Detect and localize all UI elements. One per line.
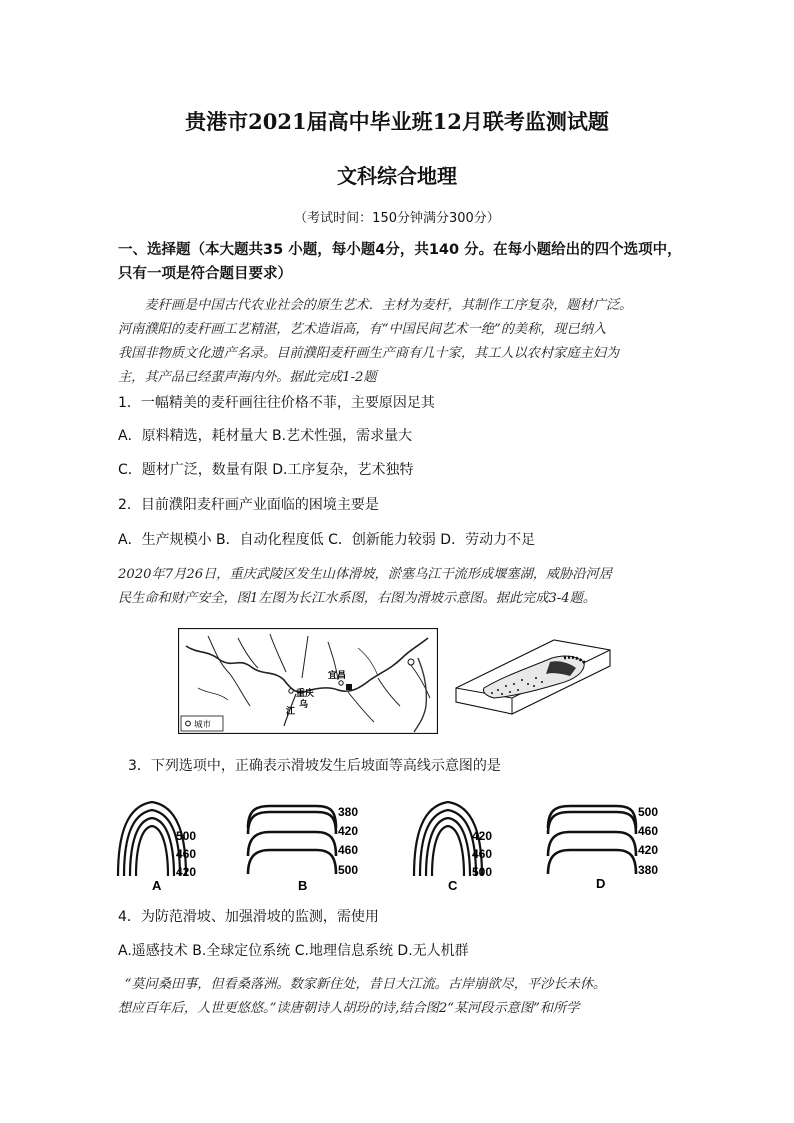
contour-a-label: 460 — [176, 847, 197, 861]
map-label-wu: 乌 — [299, 699, 309, 709]
section-heading-line1: 一、选择题（本大题共35 小题，每小题4分，共140 分。在每小题给出的四个选项中， — [118, 242, 682, 258]
passage-3-line: 想应百年后，人世更悠悠。”读唐朝诗人胡玢的诗,结合图2“某河段示意图”和所学 — [118, 1001, 580, 1016]
exam-time-info: （考试时间：150分钟满分300分） — [294, 211, 500, 226]
contour-d-label: 500 — [638, 805, 659, 819]
passage-1-line: 麦秆画是中国古代农业社会的原生艺术．主材为麦杆，其制作工序复杂，题材广泛。 — [144, 298, 633, 313]
question-1-stem: 1．一幅精美的麦秆画往往价格不菲，主要原因足其 — [118, 395, 435, 411]
passage-1-line: 河南濮阳的麦秆画工艺精湛，艺术造诣高，有“中国民间艺术一绝”的美称，现已纳入 — [118, 322, 607, 337]
contour-c-label: 460 — [472, 847, 493, 861]
contour-diagram-a — [112, 796, 212, 892]
contour-b-label: 500 — [338, 863, 359, 877]
passage-2-line: 2020年7月26日，重庆武陵区发生山体滑坡，淤塞乌江干流形成堰塞湖，威胁沿河居 — [118, 567, 612, 582]
question-2-options: A．生产规模小 B．自动化程度低 C．创新能力较弱 D．劳动力不足 — [118, 532, 536, 548]
question-2-stem: 2．目前濮阳麦秆画产业面临的困境主要是 — [118, 497, 379, 513]
landslide-sketch — [454, 632, 614, 718]
section-heading-line2: 只有一项是符合题目要求） — [118, 266, 292, 282]
passage-3 — [118, 973, 690, 1021]
contour-diagram-d — [540, 800, 670, 892]
contour-a-label: 500 — [176, 829, 197, 843]
passage-2-line: 民生命和财产安全，图1左图为长江水系图，右图为滑坡示意图。据此完成3-4题。 — [118, 591, 596, 606]
contour-a-letter: A — [152, 878, 162, 892]
contour-c-label: 420 — [472, 829, 493, 843]
question-4-options: A.遥感技术 B.全球定位系统 C.地理信息系统 D.无人机群 — [118, 943, 469, 959]
contour-c-letter: C — [448, 878, 458, 892]
question-3-stem: 3．下列选项中，正确表示滑坡发生后坡面等高线示意图的是 — [128, 758, 501, 774]
contour-a-label: 420 — [176, 865, 197, 879]
passage-2 — [118, 563, 690, 611]
contour-b-label: 460 — [338, 843, 359, 857]
contour-c-label: 500 — [472, 865, 493, 879]
map-legend-city: 城市 — [194, 719, 212, 729]
map-label-chongqing: 重庆 — [296, 688, 315, 698]
contour-d-letter: D — [596, 876, 606, 891]
map-label-jiang: 江 — [286, 706, 296, 716]
passage-1 — [118, 294, 690, 390]
question-1-options-cd: C．题材广泛，数量有限 D.工序复杂，艺术独特 — [118, 462, 414, 478]
contour-d-label: 380 — [638, 863, 659, 877]
contour-d-label: 460 — [638, 824, 659, 838]
contour-b-label: 380 — [338, 805, 359, 819]
passage-1-line: 主，其产品已经蜚声海内外。据此完成1-2题 — [118, 370, 377, 385]
contour-diagram-b — [240, 800, 370, 892]
question-1-options-ab: A．原料精选，耗材量大 B.艺术性强，需求量大 — [118, 428, 413, 444]
contour-diagram-c — [408, 796, 508, 892]
yangtze-river-map — [178, 628, 438, 734]
exam-subtitle: 文科综合地理 — [337, 164, 457, 188]
contour-d-label: 420 — [638, 843, 659, 857]
contour-b-letter: B — [298, 878, 308, 892]
map-label-yichang: 宜昌 — [328, 670, 347, 680]
exam-title: 贵港市2021届高中毕业班12月联考监测试题 — [185, 109, 609, 134]
passage-1-line: 我国非物质文化遗产名录。目前濮阳麦秆画生产商有几十家，其工人以农村家庭主妇为 — [118, 346, 620, 361]
section-heading — [118, 238, 688, 286]
contour-b-label: 420 — [338, 824, 359, 838]
question-4-stem: 4．为防范滑坡、加强滑坡的监测，需使用 — [118, 909, 379, 925]
passage-3-line: “莫问桑田事，但看桑落洲。数家新住处，昔日大江流。古岸崩欲尽，平沙长未休。 — [124, 977, 607, 992]
